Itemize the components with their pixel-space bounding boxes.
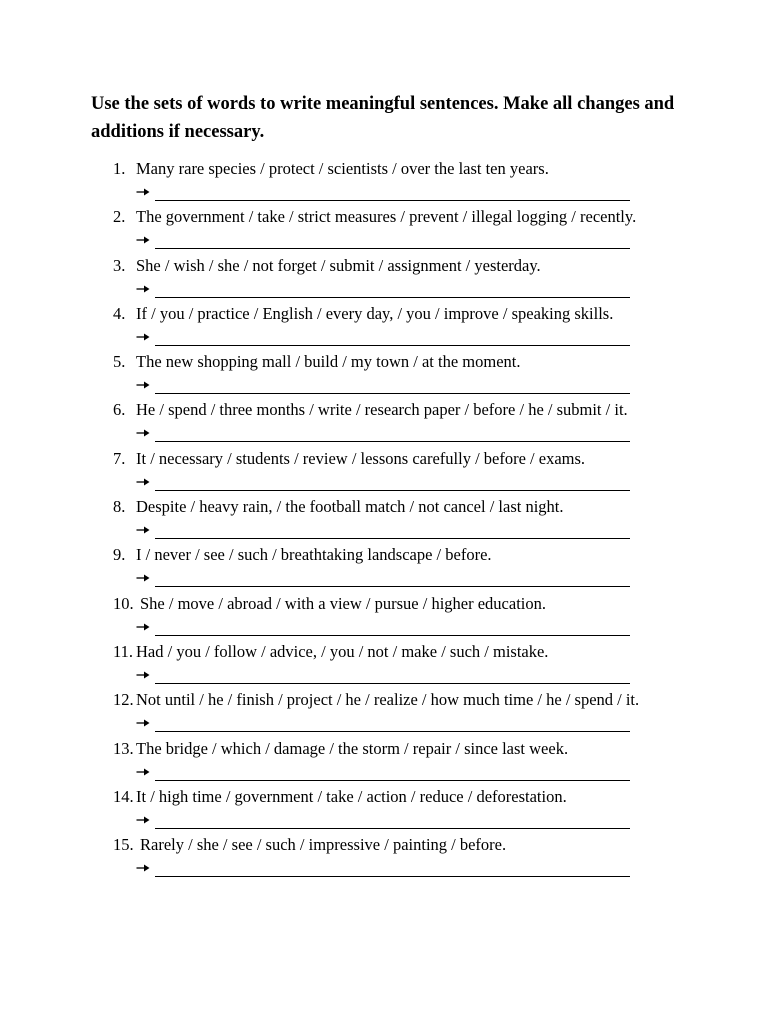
item-number: 9.	[113, 545, 126, 565]
exercise-item	[0, 254, 768, 302]
answer-row	[136, 664, 630, 686]
answer-row	[136, 278, 630, 300]
answer-line[interactable]	[155, 490, 630, 491]
item-number: 1.	[113, 159, 126, 178]
answer-line[interactable]	[155, 876, 630, 877]
right-arrow-icon	[136, 186, 150, 198]
answer-row	[136, 422, 630, 444]
exercise-item	[0, 833, 768, 881]
answer-line[interactable]	[155, 345, 630, 346]
item-prompt: The new shopping mall / build / my town / at the moment.	[136, 352, 521, 372]
right-arrow-icon	[136, 524, 150, 536]
item-prompt: If / you / practice / English / every day, / you / improve / speaking skills.	[136, 303, 614, 323]
answer-row	[136, 471, 630, 493]
answer-line[interactable]	[155, 828, 630, 829]
answer-line[interactable]	[155, 441, 630, 442]
right-arrow-icon	[136, 766, 150, 778]
exercise-item	[0, 447, 768, 495]
right-arrow-icon	[136, 814, 150, 826]
right-arrow-icon	[136, 427, 150, 439]
instructions-heading: Use the sets of words to write meaningful sentences. Make all changes and additions if necessary.	[91, 94, 675, 142]
item-prompt: She / wish / she / not forget / submit / assignment / yesterday.	[136, 255, 541, 275]
answer-row	[136, 761, 630, 783]
answer-row	[136, 809, 630, 831]
item-prompt: I / never / see / such / breathtaking landscape / before.	[136, 545, 492, 565]
answer-line[interactable]	[155, 683, 630, 684]
item-number: 13.	[113, 738, 134, 758]
exercise-list	[0, 157, 768, 881]
answer-line[interactable]	[155, 731, 630, 732]
exercise-item	[0, 495, 768, 543]
exercise-item	[0, 737, 768, 785]
exercise-item	[0, 398, 768, 446]
answer-row	[136, 181, 630, 203]
answer-line[interactable]	[155, 200, 630, 201]
answer-row	[136, 229, 630, 251]
right-arrow-icon	[136, 572, 150, 584]
answer-line[interactable]	[155, 586, 630, 587]
item-number: 8.	[113, 497, 126, 517]
item-number: 2.	[113, 207, 126, 227]
item-prompt: Rarely / she / see / such / impressive / painting / before.	[140, 835, 507, 855]
exercise-item	[0, 543, 768, 591]
item-prompt: Not until / he / finish / project / he / realize / how much time / he / spend / it.	[136, 690, 640, 710]
item-number: 12.	[113, 690, 134, 710]
answer-row	[136, 616, 630, 638]
answer-row	[136, 567, 630, 589]
exercise-item	[0, 688, 768, 736]
item-prompt: He / spend / three months / write / research paper / before / he / submit / it.	[136, 400, 628, 420]
right-arrow-icon	[136, 331, 150, 343]
item-number: 3.	[113, 255, 126, 275]
right-arrow-icon	[136, 862, 150, 874]
exercise-item	[0, 157, 768, 205]
exercise-item	[0, 205, 768, 253]
item-number: 15.	[113, 835, 134, 855]
right-arrow-icon	[136, 234, 150, 246]
exercise-item	[0, 640, 768, 688]
item-prompt: It / high time / government / take / action / reduce / deforestation.	[136, 786, 567, 806]
answer-row	[136, 712, 630, 734]
item-prompt: Many rare species / protect / scientists / over the last ten years.	[136, 159, 549, 178]
exercise-item	[0, 350, 768, 398]
exercise-item	[0, 302, 768, 350]
item-number: 14.	[113, 786, 134, 806]
right-arrow-icon	[136, 283, 150, 295]
answer-line[interactable]	[155, 248, 630, 249]
item-prompt: The government / take / strict measures / prevent / illegal logging / recently.	[136, 207, 637, 227]
answer-row	[136, 519, 630, 541]
item-number: 11.	[113, 641, 134, 661]
item-number: 10.	[113, 593, 134, 613]
item-prompt: It / necessary / students / review / lessons carefully / before / exams.	[136, 448, 586, 468]
answer-line[interactable]	[155, 780, 630, 781]
answer-line[interactable]	[155, 297, 630, 298]
item-number: 7.	[113, 448, 126, 468]
answer-line[interactable]	[155, 393, 630, 394]
right-arrow-icon	[136, 717, 150, 729]
exercise-item	[0, 785, 768, 833]
item-prompt: Had / you / follow / advice, / you / not / make / such / mistake.	[136, 641, 549, 661]
right-arrow-icon	[136, 379, 150, 391]
answer-line[interactable]	[155, 538, 630, 539]
item-prompt: The bridge / which / damage / the storm / repair / since last week.	[136, 738, 569, 758]
item-prompt: Despite / heavy rain, / the football match / not cancel / last night.	[136, 497, 564, 517]
answer-row	[136, 326, 630, 348]
item-prompt: She / move / abroad / with a view / pursue / higher education.	[140, 593, 546, 613]
answer-line[interactable]	[155, 635, 630, 636]
item-number: 4.	[113, 303, 126, 323]
item-number: 6.	[113, 400, 126, 420]
item-number: 5.	[113, 352, 126, 372]
answer-row	[136, 374, 630, 396]
right-arrow-icon	[136, 621, 150, 633]
right-arrow-icon	[136, 669, 150, 681]
answer-row	[136, 857, 630, 879]
exercise-item	[0, 592, 768, 640]
right-arrow-icon	[136, 476, 150, 488]
